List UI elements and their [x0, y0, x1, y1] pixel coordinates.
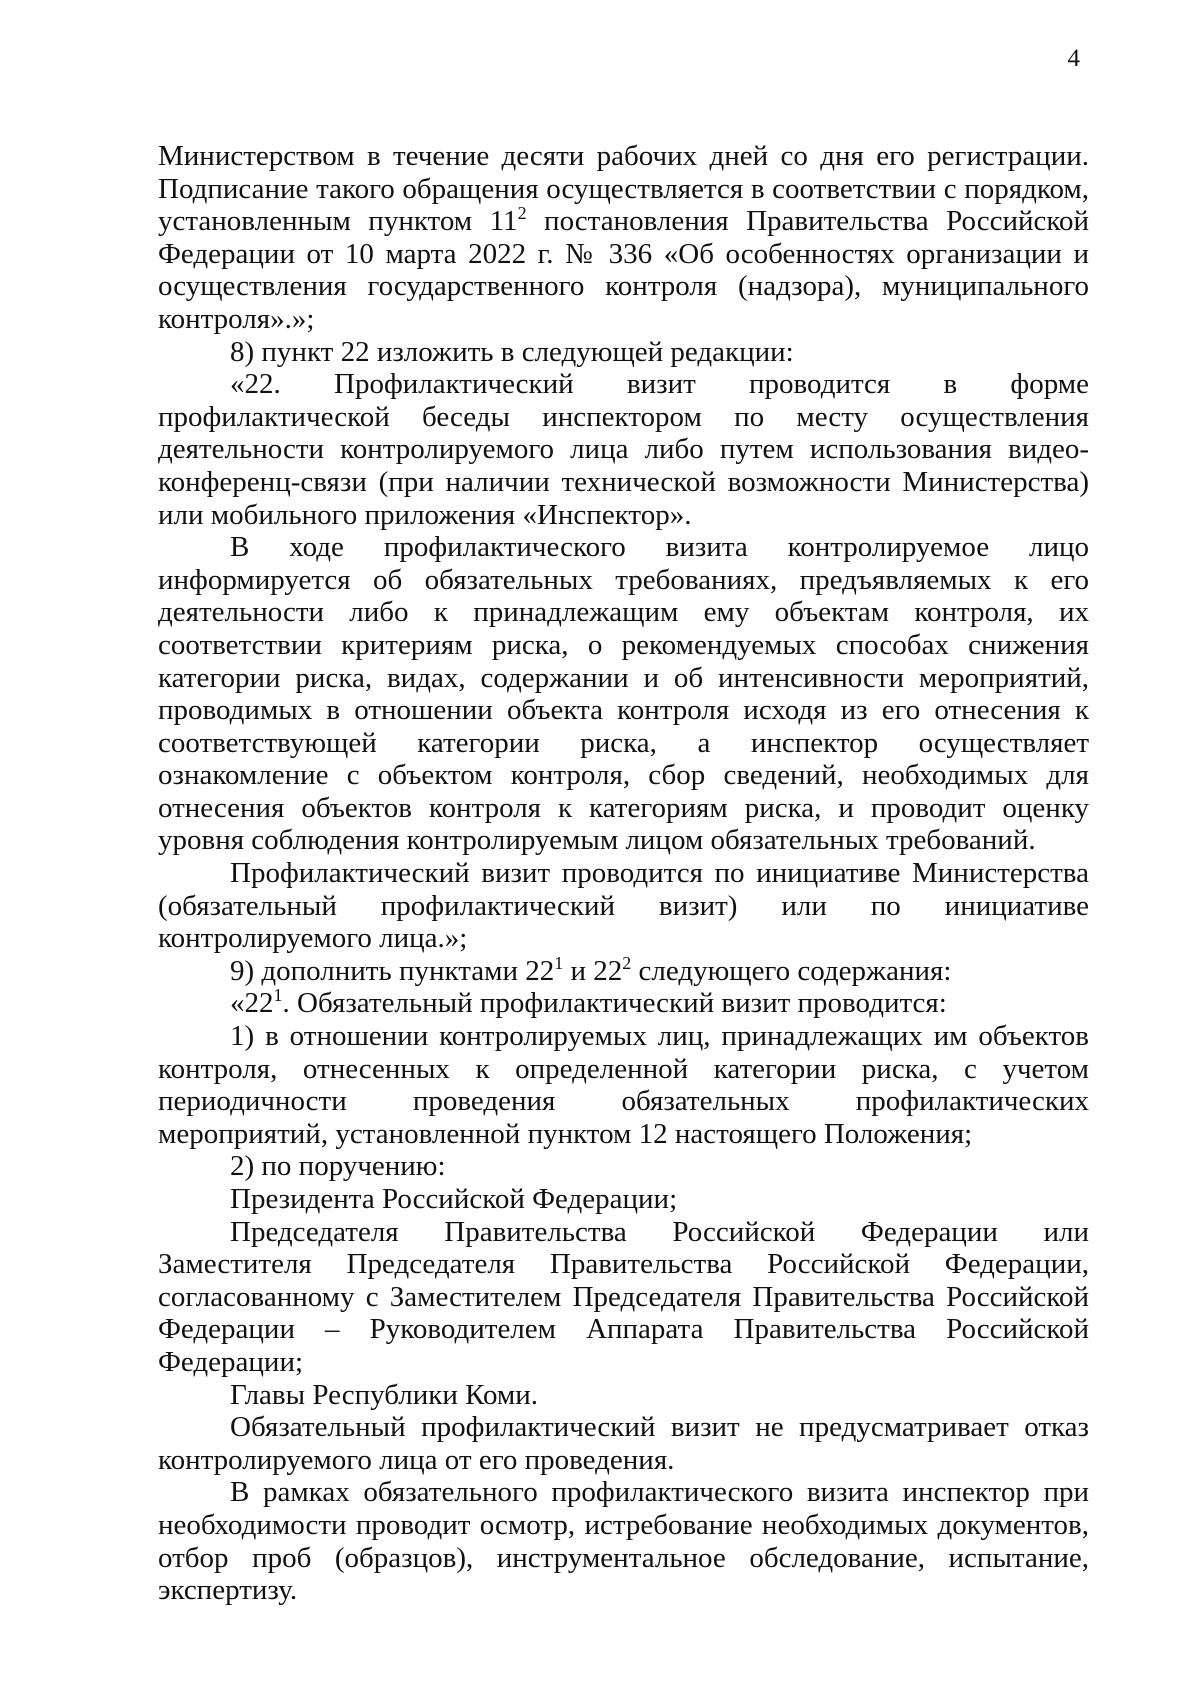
superscript: 2	[622, 952, 632, 973]
document-body	[158, 140, 1089, 1607]
superscript: 2	[517, 203, 527, 224]
paragraph-text: 9) дополнить пунктами 22	[230, 954, 555, 987]
paragraph-text: . Обязательный профилактический визит проводится:	[282, 987, 947, 1020]
paragraph-clause-22-1	[158, 987, 1089, 1020]
paragraph-visit-content: В ходе профилактического визита контролируемое лицо информируется об обязательных требованиях, предъявляемых к его деятельности либо к принадлежащим ему объектам контроля, их соответствии критериям риска, о рекомендуемых способах снижения категории риска, видах, содержании и об интенсивности мероприятий, проводимых в отношении объекта контроля исходя из его отнесения к соответствующей категории риска, а инспектор осуществляет ознакомление с объектом контроля, сбор сведений, необходимых для отнесения объектов контроля к категориям риска, и проводит оценку уровня соблюдения контролируемым лицом обязательных требований.	[158, 531, 1089, 857]
paragraph-inspector-actions: В рамках обязательного профилактического визита инспектор при необходимости проводит осмотр, истребование необходимых документов, отбор проб (образцов), инструментальное обследование, испытание, экспертизу.	[158, 1476, 1089, 1607]
paragraph-visit-initiative: Профилактический визит проводится по инициативе Министерства (обязательный профилактический визит) или по инициативе контролируемого лица.»;	[158, 857, 1089, 955]
paragraph-text: постановления Правительства Российской Федерации от 10 марта 2022 г. № 336 «Об особенностях организации и осуществления государственного контроля (надзора), муниципального контроля».»;	[158, 205, 1089, 335]
paragraph-item-9	[158, 952, 1089, 988]
page-number: 4	[1067, 45, 1080, 72]
paragraph-text: и 22	[563, 954, 623, 987]
paragraph-continuation	[158, 140, 1089, 336]
superscript: 1	[273, 985, 283, 1006]
paragraph-head-komi: Главы Республики Коми.	[230, 1378, 539, 1411]
superscript: 1	[554, 952, 564, 973]
paragraph-text: следующего содержания:	[631, 954, 952, 987]
paragraph-subitem-2: 2) по поручению:	[230, 1150, 446, 1183]
paragraph-text: «22	[230, 987, 274, 1020]
paragraph-president: Президента Российской Федерации;	[230, 1183, 678, 1215]
paragraph-chairman: Председателя Правительства Российской Федерации или Заместителя Председателя Правительства Российской Федерации, согласованному с Заместителем Председателя Правительства Российской Федерации – Руководителем Аппарата Правительства Российской Федерации;	[158, 1215, 1089, 1378]
paragraph-subitem-1: 1) в отношении контролируемых лиц, принадлежащих им объектов контроля, отнесенных к определенной категории риска, с учетом периодичности проведения обязательных профилактических мероприятий, установленной пунктом 12 настоящего Положения;	[158, 1020, 1089, 1150]
paragraph-text: Министерством в течение десяти рабочих дней со дня его регистрации. Подписание такого обращения осуществляется в соответствии с порядком, установленным пунктом 11	[158, 140, 1089, 238]
paragraph-clause-22: «22. Профилактический визит проводится в форме профилактической беседы инспектором по месту осуществления деятельности контролируемого лица либо путем использования видео-конференц-связи (при наличии технической возможности Министерства) или мобильного приложения «Инспектор».	[158, 368, 1089, 531]
paragraph-item-8: 8) пункт 22 изложить в следующей редакции:	[230, 335, 794, 368]
paragraph-no-refusal: Обязательный профилактический визит не предусматривает отказ контролируемого лица от его проведения.	[158, 1411, 1089, 1476]
